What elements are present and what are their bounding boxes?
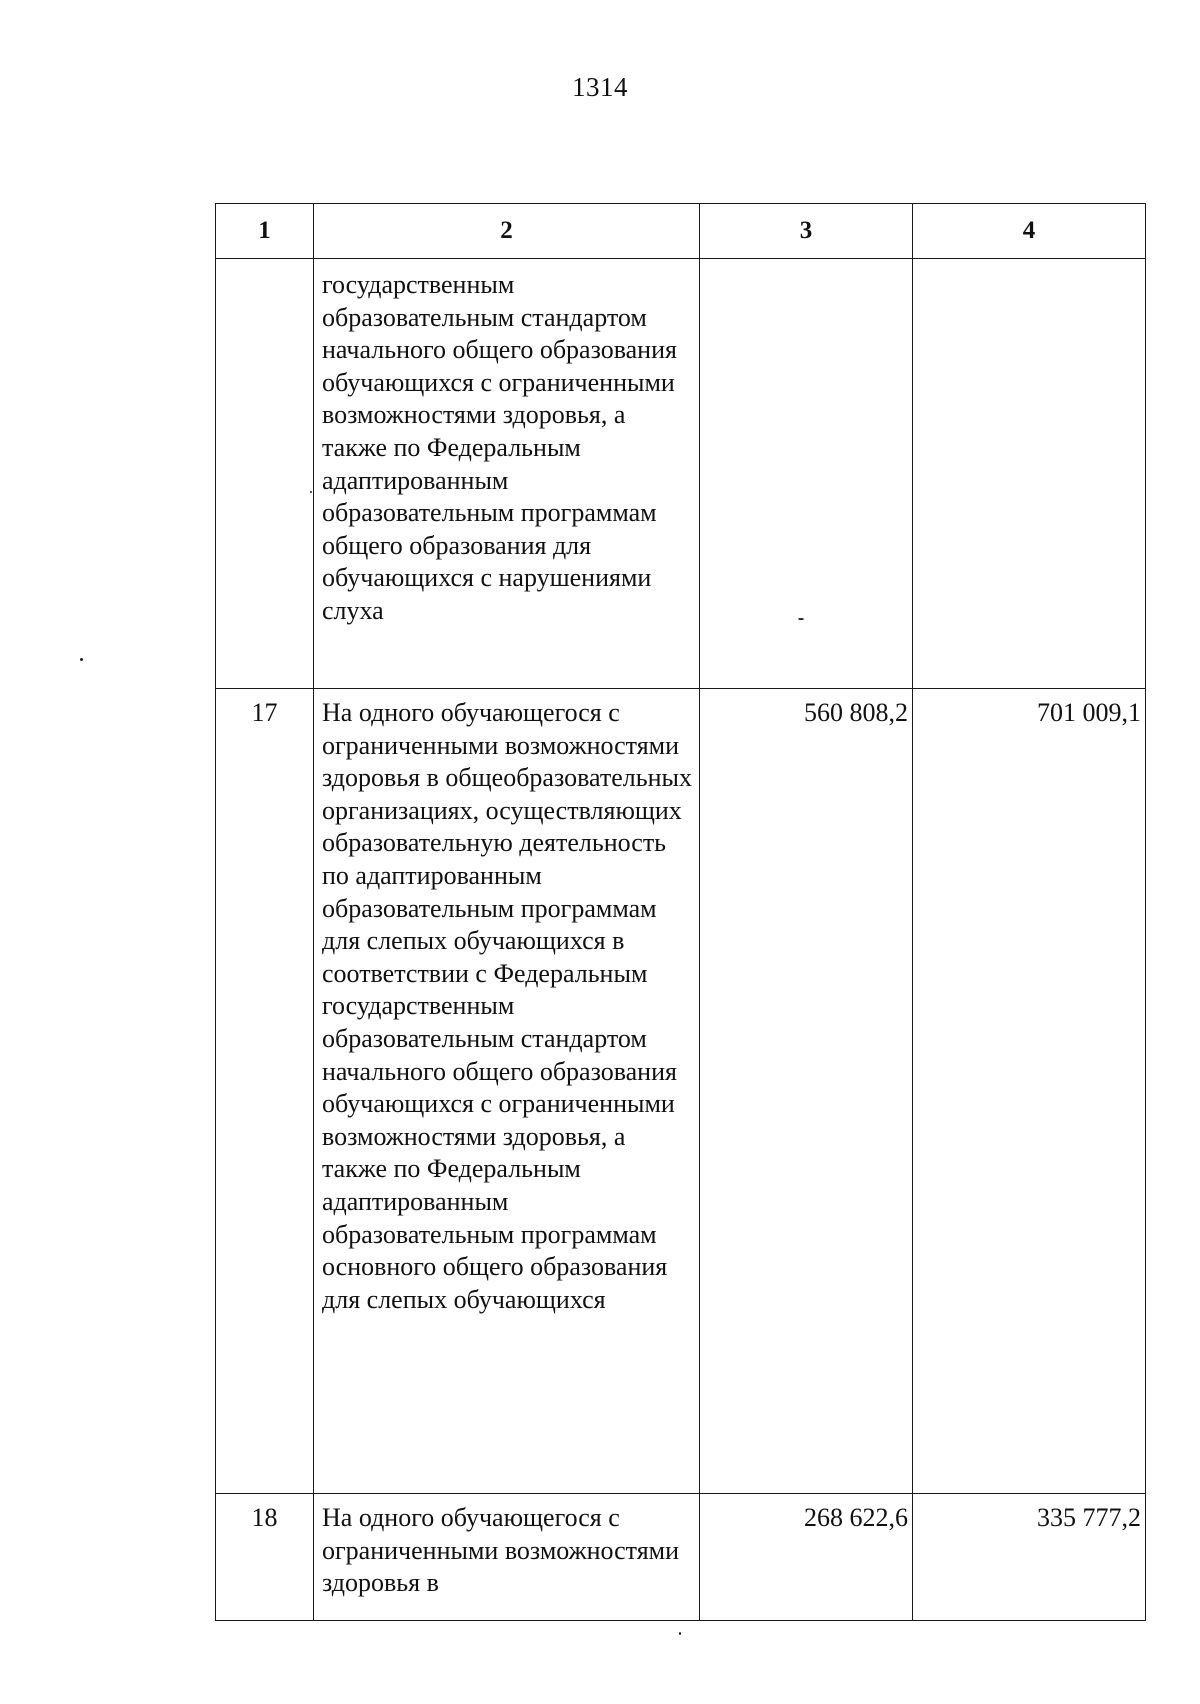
row-value-col3: 268 622,6 [700,1494,913,1621]
header-col-1: 1 [216,204,314,259]
table-row [216,1494,1146,1621]
scan-speck [80,658,83,661]
row-description: На одного обучающегося с ограниченными возможностями здоровья в [314,1494,700,1621]
table-row [216,689,1146,1494]
table-row [216,259,1146,689]
row-number: 17 [216,689,314,1494]
scan-speck [798,618,804,620]
row-number: 18 [216,1494,314,1621]
header-col-4: 4 [913,204,1146,259]
row-value-col3: 560 808,2 [700,689,913,1494]
scan-speck [679,1632,681,1635]
row-value-col4 [913,259,1146,689]
row-value-col3 [700,259,913,689]
data-table [215,203,1146,1621]
row-value-col4: 335 777,2 [913,1494,1146,1621]
row-description: На одного обучающегося с ограниченными возможностями здоровья в общеобразовательных организациях, осуществляющих образовательную деятельность по адаптированным образовательным программам для слепых обучающихся в соответствии с Федеральным государственным образовательным стандартом начального общего образования обучающихся с ограниченными возможностями здоровья, а также по Федеральным адаптированным образовательным программам основного общего образования для слепых обучающихся [314,689,700,1494]
scan-speck [310,491,312,493]
row-number [216,259,314,689]
row-value-col4: 701 009,1 [913,689,1146,1494]
header-col-2: 2 [314,204,700,259]
page-number: 1314 [572,72,628,102]
header-col-3: 3 [700,204,913,259]
row-description: государственным образовательным стандартом начального общего образования обучающихся с ограниченными возможностями здоровья, а также по Федеральным адаптированным образовательным программам общего образования для обучающихся с нарушениями слуха [314,259,700,689]
table-header-row [216,204,1146,259]
